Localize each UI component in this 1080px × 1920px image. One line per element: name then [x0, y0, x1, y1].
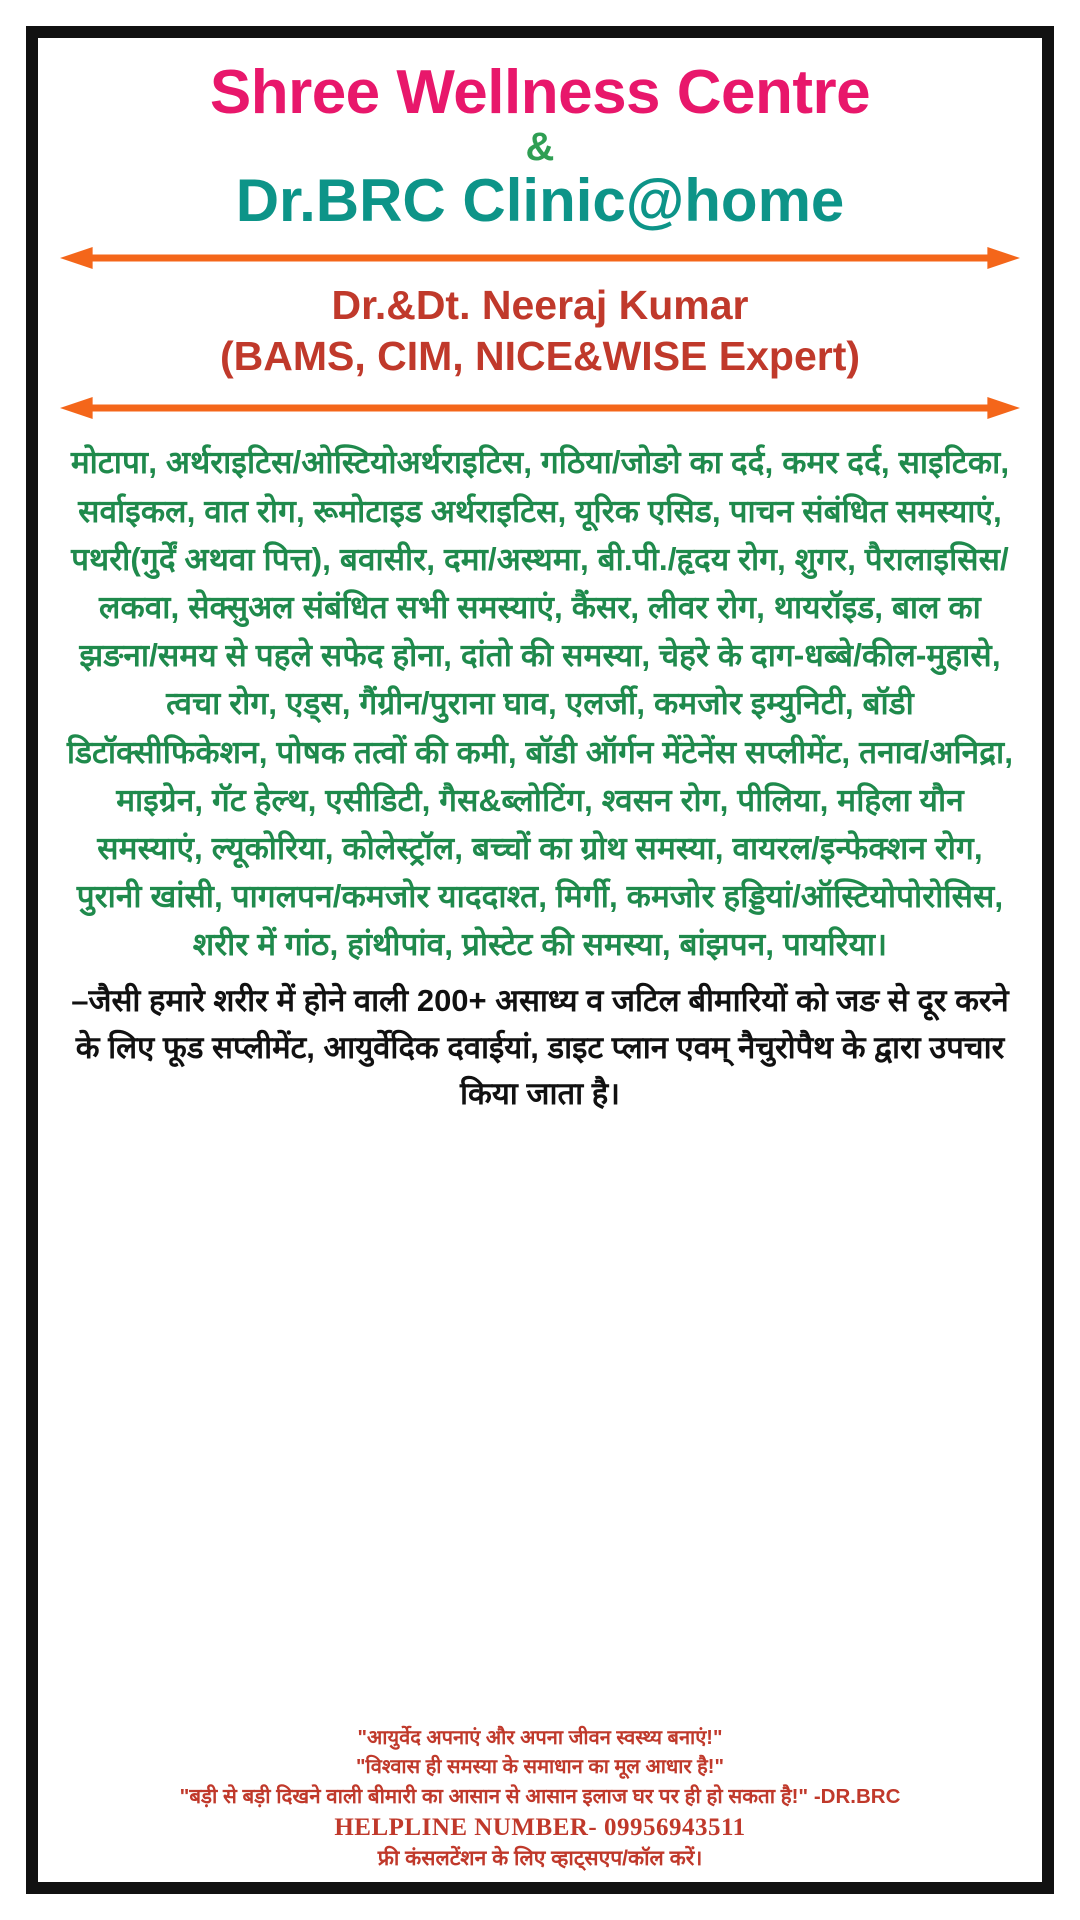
clinic-title-primary: Shree Wellness Centre	[209, 58, 871, 127]
quotes-block	[54, 1724, 1026, 1812]
doctor-name: Dr.&Dt. Neeraj Kumar	[331, 281, 749, 328]
doctor-qualifications: (BAMS, CIM, NICE&WISE Expert)	[219, 333, 861, 380]
doctor-name-block	[54, 280, 1026, 383]
quote-ayurveda: "आयुर्वेद अपनाएं और अपना जीवन स्वस्थ्य बनाएं!"	[357, 1727, 723, 1750]
poster-frame	[26, 26, 1054, 1894]
layout-spacer	[54, 1118, 1026, 1712]
double-arrow-icon	[60, 395, 1020, 421]
whatsapp-call-note: फ्री कंसलटेंशन के लिए व्हाट्सएप/कॉल करें।	[377, 1847, 703, 1870]
divider-arrow-bottom	[60, 394, 1020, 422]
quote-trust: "विश्वास ही समस्या के समाधान का मूल आधार है!"	[356, 1756, 724, 1779]
treatment-summary-text: –जैसी हमारे शरीर में होने वाली 200+ असाध्य व जटिल बीमारियों को जङ से दूर करने के लिए फूड सप्लीमेंट, आयुर्वेदिक दवाईयां, डाइट प्लान एवम् नैचुरोपैथ के द्वारा उपचार किया जाता है।	[71, 983, 1009, 1112]
double-arrow-icon	[60, 245, 1020, 271]
helpline-number[interactable]: HELPLINE NUMBER- 09956943511	[334, 1814, 746, 1841]
clinic-title-secondary: Dr.BRC Clinic@home	[235, 167, 845, 235]
ailments-list-text: मोटापा, अर्थराइटिस/ओस्टियोअर्थराइटिस, गठिया/जोङो का दर्द, कमर दर्द, साइटिका, सर्वाइकल, वात रोग, रूमोटाइड अर्थराइटिस, यूरिक एसिड, पाचन संबंधित समस्याएं, पथरी(गुर्दें अथवा पित्त), बवासीर, दमा/अस्थमा, बी.पी./हृदय रोग, शुगर, पैरालाइसिस/लकवा, सेक्सुअल संबंधित सभी समस्याएं, कैंसर, लीवर रोग, थायरॉइड, बाल का झङना/समय से पहले सफेद होना, दांतो की समस्या, चेहरे के दाग-धब्बे/कील-मुहासे, त्वचा रोग, एड्स, गैंग्रीन/पुराना घाव, एलर्जी, कमजोर इम्युनिटी, बॉडी डिटॉक्सीफिकेशन, पोषक तत्वों की कमी, बॉडी ऑर्गन मेंटेनेंस सप्लीमेंट, तनाव/अनिद्रा, माइग्रेन, गॅट हेल्थ, एसीडिटी, गैस&ब्लोटिंग, श्वसन रोग, पीलिया, महिला यौन समस्याएं, ल्यूकोरिया, कोलेस्ट्रॉल, बच्चों का ग्रोथ समस्या, वायरल/इन्फेक्शन रोग, पुरानी खांसी, पागलपन/कमजोर याददाश्त, मिर्गी, कमजोर हड्डियां/ऑस्टियोपोरोसिस, शरीर में गांठ, हांथीपांव, प्रोस्टेट की समस्या, बांझपन, पायरिया।	[66, 444, 1014, 963]
quote-home-treatment: "बड़ी से बड़ी दिखने वाली बीमारी का आसान से आसान इलाज घर पर ही हो सकता है!" -DR.BRC	[179, 1785, 901, 1809]
divider-arrow-top	[60, 244, 1020, 272]
ampersand-separator: &	[525, 125, 555, 170]
